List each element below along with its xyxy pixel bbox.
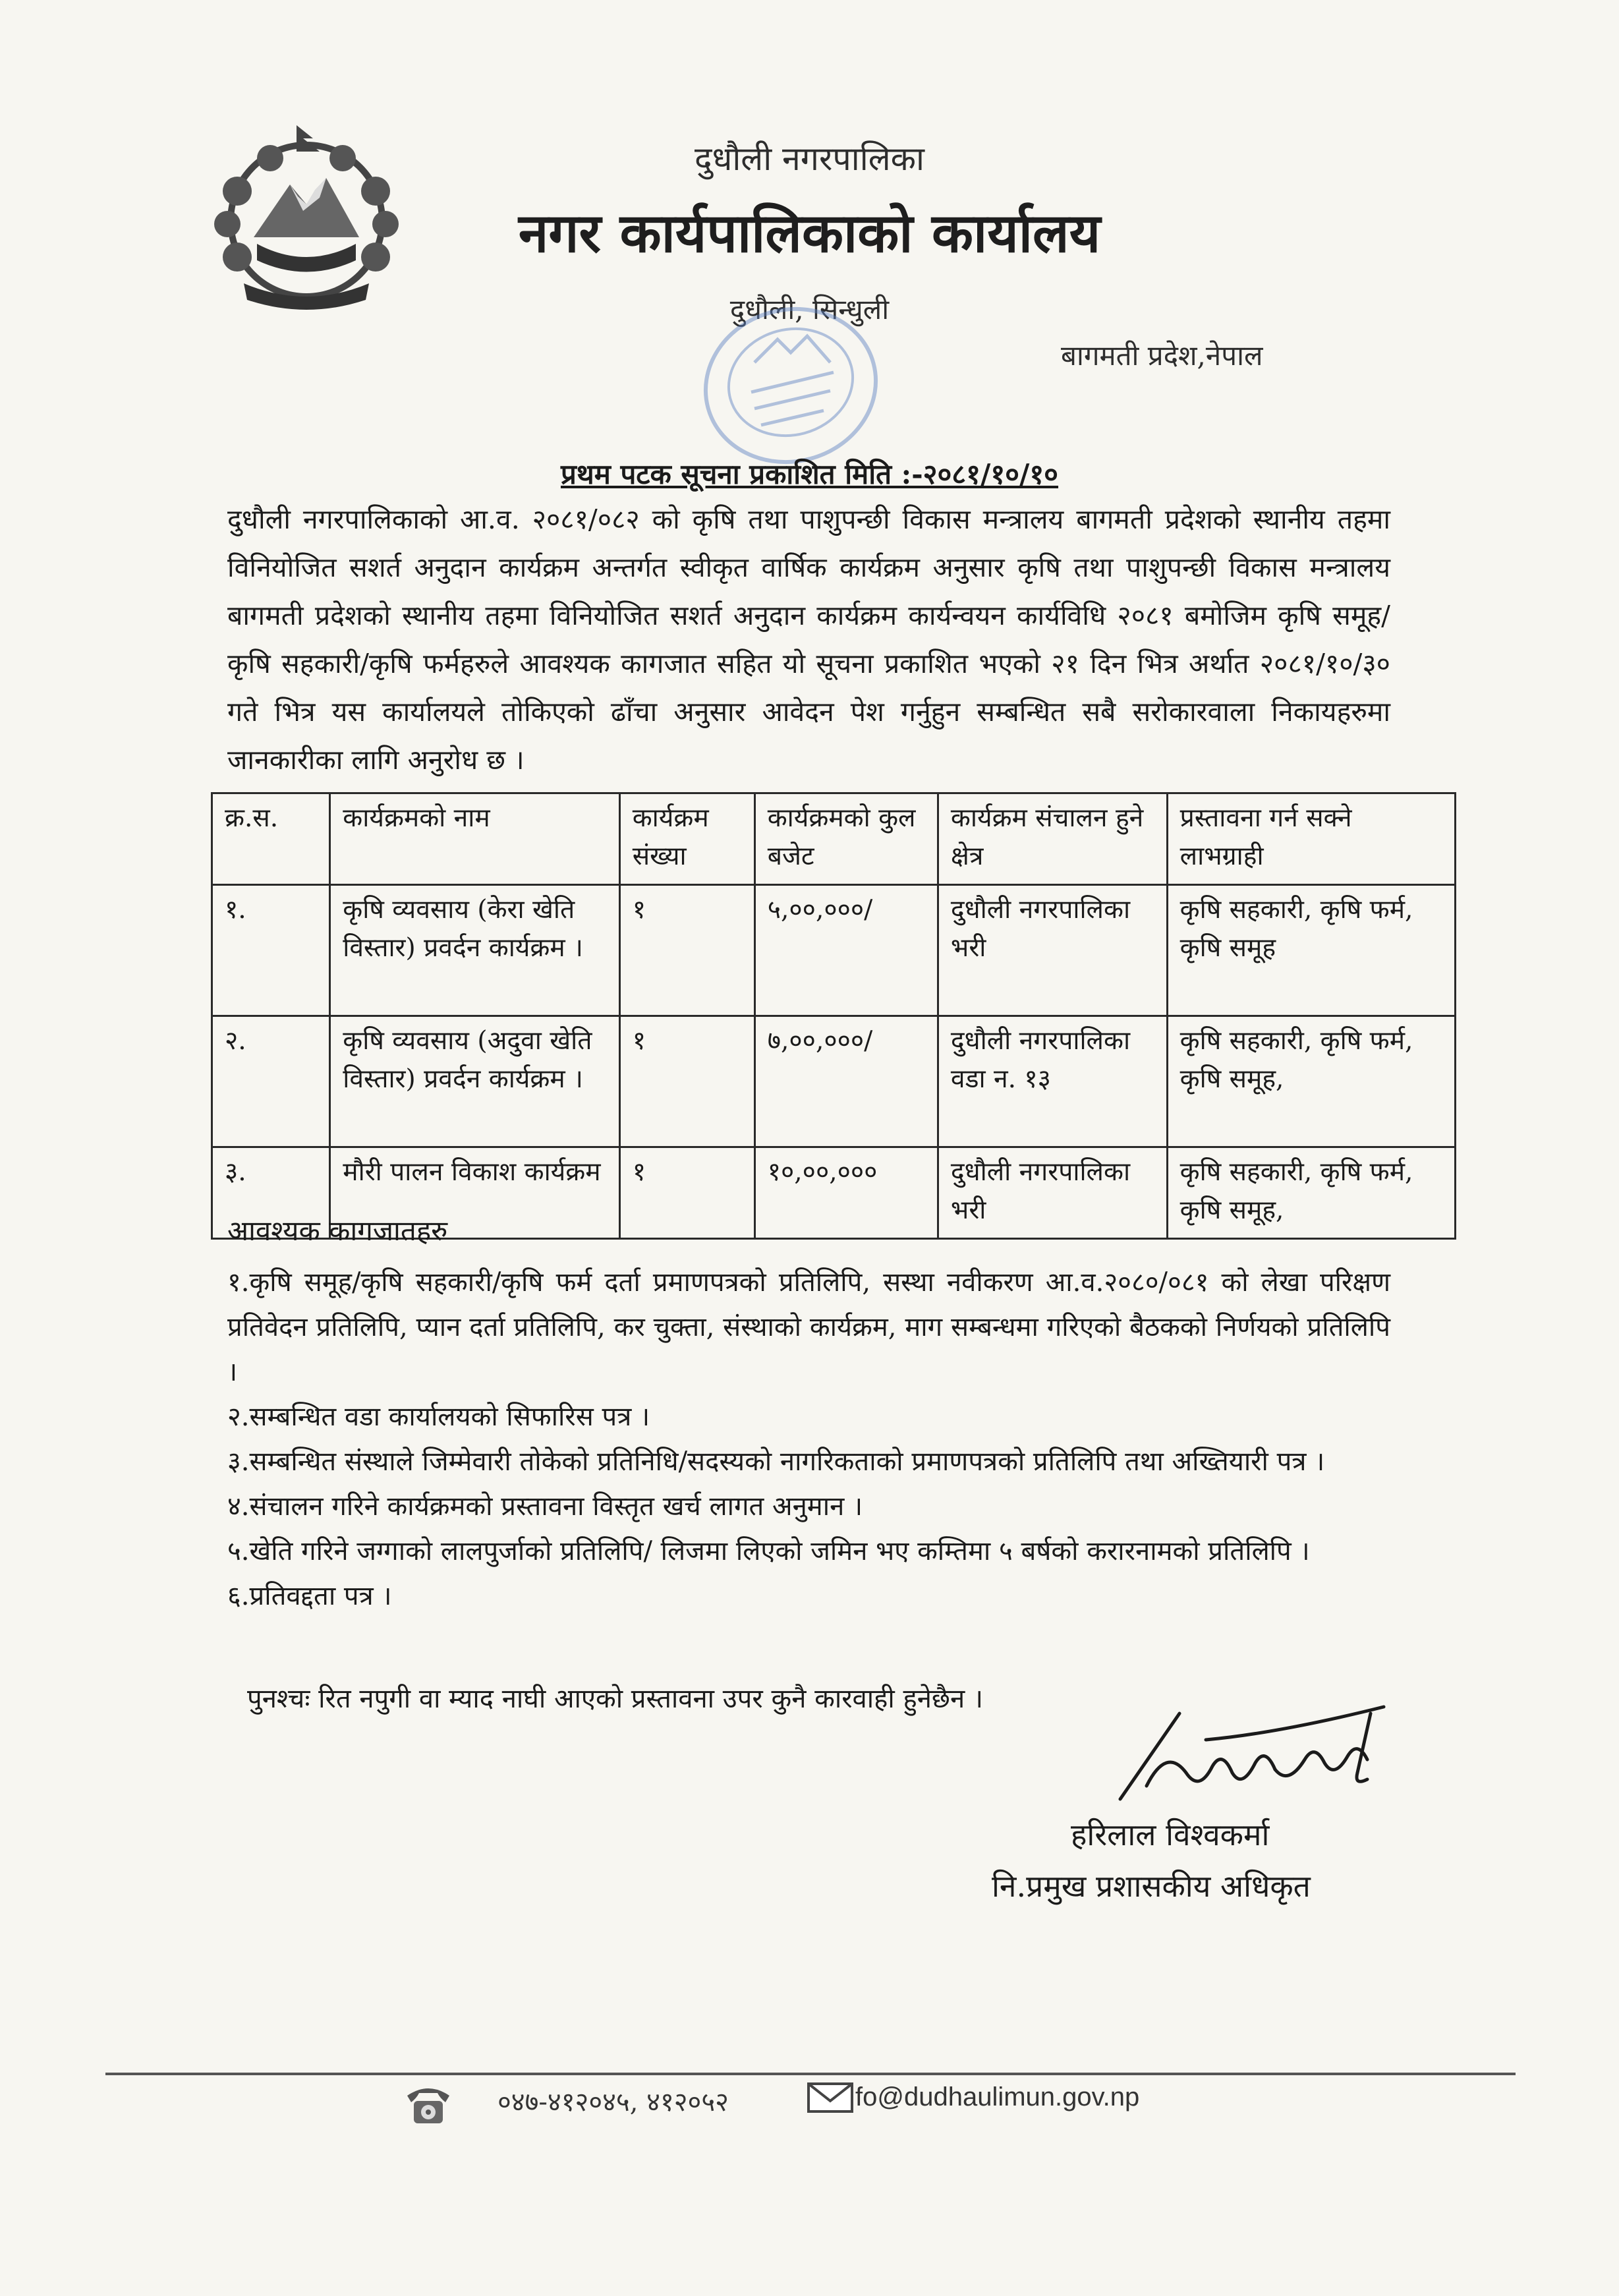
program-table	[211, 792, 1456, 1240]
requirement-item: ३.सम्बन्धित संस्थाले जिम्मेवारी तोकेको प्रतिनिधि/सदस्यको नागरिकताको प्रमाणपत्रको प्रतिलिपि तथा अख्तियारी पत्र ।	[227, 1447, 1325, 1477]
signature-icon	[1107, 1687, 1404, 1819]
requirement-item: २.सम्बन्धित वडा कार्यालयको सिफारिस पत्र ।	[227, 1402, 650, 1432]
requirement-item: ६.प्रतिवद्दता पत्र ।	[227, 1581, 392, 1611]
table-cell: दुधौली नगरपालिका भरी	[938, 1147, 1167, 1239]
table-cell: १.	[212, 885, 330, 1016]
table-cell: दुधौली नगरपालिका वडा न. १३	[938, 1016, 1167, 1147]
office-stamp-icon	[692, 300, 883, 471]
notice-body: दुधौली नगरपालिकाको आ.व. २०८१/०८२ को कृषि तथा पाशुपन्छी विकास मन्त्रालय बागमती प्रदेशको स्थानीय तहमा विनियोजित सशर्त अनुदान कार्यक्रम अन्तर्गत स्वीकृत वार्षिक कार्यक्रम अनुसार कृषि तथा पाशुपन्छी विकास मन्त्रालय बागमती प्रदेशको स्थानीय तहमा विनियोजित सशर्त अनुदान कार्यक्रम कार्यन्वयन कार्यविधि २०८१ बमोजिम कृषि समूह/कृषि सहकारी/कृषि फर्महरुले आवश्यक कागजात सहित यो सूचना प्रकाशित भएको २१ दिन भित्र अर्थात २०८१/१०/३० गते भित्र यस कार्यालयले तोकिएको ढाँचा अनुसार आवेदन पेश गर्नुहुन सम्बन्धित सबै सरोकारवाला निकायहरुमा जानकारीका लागि अनुरोध छ ।	[227, 503, 1390, 776]
requirement-item: ४.संचालन गरिने कार्यक्रमको प्रस्तावना विस्तृत खर्च लागत अनुमान ।	[227, 1491, 863, 1522]
table-header-cell: कार्यक्रमको नाम	[330, 793, 619, 885]
table-cell: कृषि सहकारी, कृषि फर्म, कृषि समूह,	[1167, 1147, 1455, 1239]
table-cell: १०,००,०००	[754, 1147, 938, 1239]
postscript-note: पुनश्चः रित नपुगी वा म्याद नाघी आएको प्रस्तावना उपर कुनै कारवाही हुनेछैन ।	[247, 1684, 984, 1714]
envelope-icon	[807, 2082, 853, 2113]
requirement-item: ५.खेति गरिने जग्गाको लालपुर्जाको प्रतिलिपि/ लिजमा लिएको जमिन भए कम्तिमा ५ बर्षको करारनामको प्रतिलिपि ।	[227, 1536, 1310, 1566]
signatory-name: हरिलाल विश्वकर्मा	[1071, 1817, 1270, 1852]
table-cell: दुधौली नगरपालिका भरी	[938, 885, 1167, 1016]
table-header-cell: प्रस्तावना गर्न सक्ने लाभग्राही	[1167, 793, 1455, 885]
table-cell: ५,००,०००/	[754, 885, 938, 1016]
table-cell: कृषि व्यवसाय (अदुवा खेति विस्तार) प्रवर्दन कार्यक्रम ।	[330, 1016, 619, 1147]
table-cell: कृषि सहकारी, कृषि फर्म, कृषि समूह	[1167, 885, 1455, 1016]
table-row	[212, 1016, 1456, 1147]
table-cell: कृषि व्यवसाय (केरा खेति विस्तार) प्रवर्दन कार्यक्रम ।	[330, 885, 619, 1016]
footer-divider	[105, 2073, 1516, 2075]
table-cell: १	[619, 885, 754, 1016]
office-location: दुधौली, सिन्धुली	[729, 293, 890, 326]
municipality-name: दुधौली नगरपालिका	[695, 140, 924, 178]
telephone-icon	[402, 2081, 455, 2127]
table-cell: कृषि सहकारी, कृषि फर्म, कृषि समूह,	[1167, 1016, 1455, 1147]
requirement-item: १.कृषि समूह/कृषि सहकारी/कृषि फर्म दर्ता प्रमाणपत्रको प्रतिलिपि, सस्था नवीकरण आ.व.२०८०/०८१ को लेखा परिक्षण प्रतिवेदन प्रतिलिपि, प्यान दर्ता प्रतिलिपि, कर चुक्ता, संस्थाको कार्यक्रम, माग सम्बन्धमा गरिएको बैठकको निर्णयको प्रतिलिपि ।	[227, 1267, 1390, 1387]
footer-email[interactable]: fo@dudhaulimun.gov.np	[855, 2082, 1140, 2111]
table-cell: १	[619, 1147, 754, 1239]
table-row	[212, 885, 1456, 1016]
table-header-row	[212, 793, 1456, 885]
table-header-cell: कार्यक्रमको कुल बजेट	[754, 793, 938, 885]
province-label: बागमती प्रदेश,नेपाल	[1061, 339, 1263, 372]
table-cell: २.	[212, 1016, 330, 1147]
table-header-cell: कार्यक्रम संचालन हुने क्षेत्र	[938, 793, 1167, 885]
signatory-title: नि.प्रमुख प्रशासकीय अधिकृत	[992, 1868, 1311, 1904]
table-header-cell: क्र.स.	[212, 793, 330, 885]
office-title: नगर कार्यपालिकाको कार्यालय	[518, 202, 1101, 265]
requirements-title: आवश्यक कागजातहरु	[227, 1215, 448, 1247]
requirements-list	[227, 1260, 1390, 1619]
table-header-cell: कार्यक्रम संख्या	[619, 793, 754, 885]
notice-date-heading: प्रथम पटक सूचना प्रकाशित मिति :-२०८१/१०/१०	[560, 458, 1059, 490]
table-cell: मौरी पालन विकाश कार्यक्रम	[330, 1147, 619, 1239]
table-cell: ७,००,०००/	[754, 1016, 938, 1147]
table-cell: १	[619, 1016, 754, 1147]
footer-phone: ०४७-४१२०४५, ४१२०५२	[497, 2087, 729, 2117]
table-cell: ३.	[212, 1147, 330, 1239]
